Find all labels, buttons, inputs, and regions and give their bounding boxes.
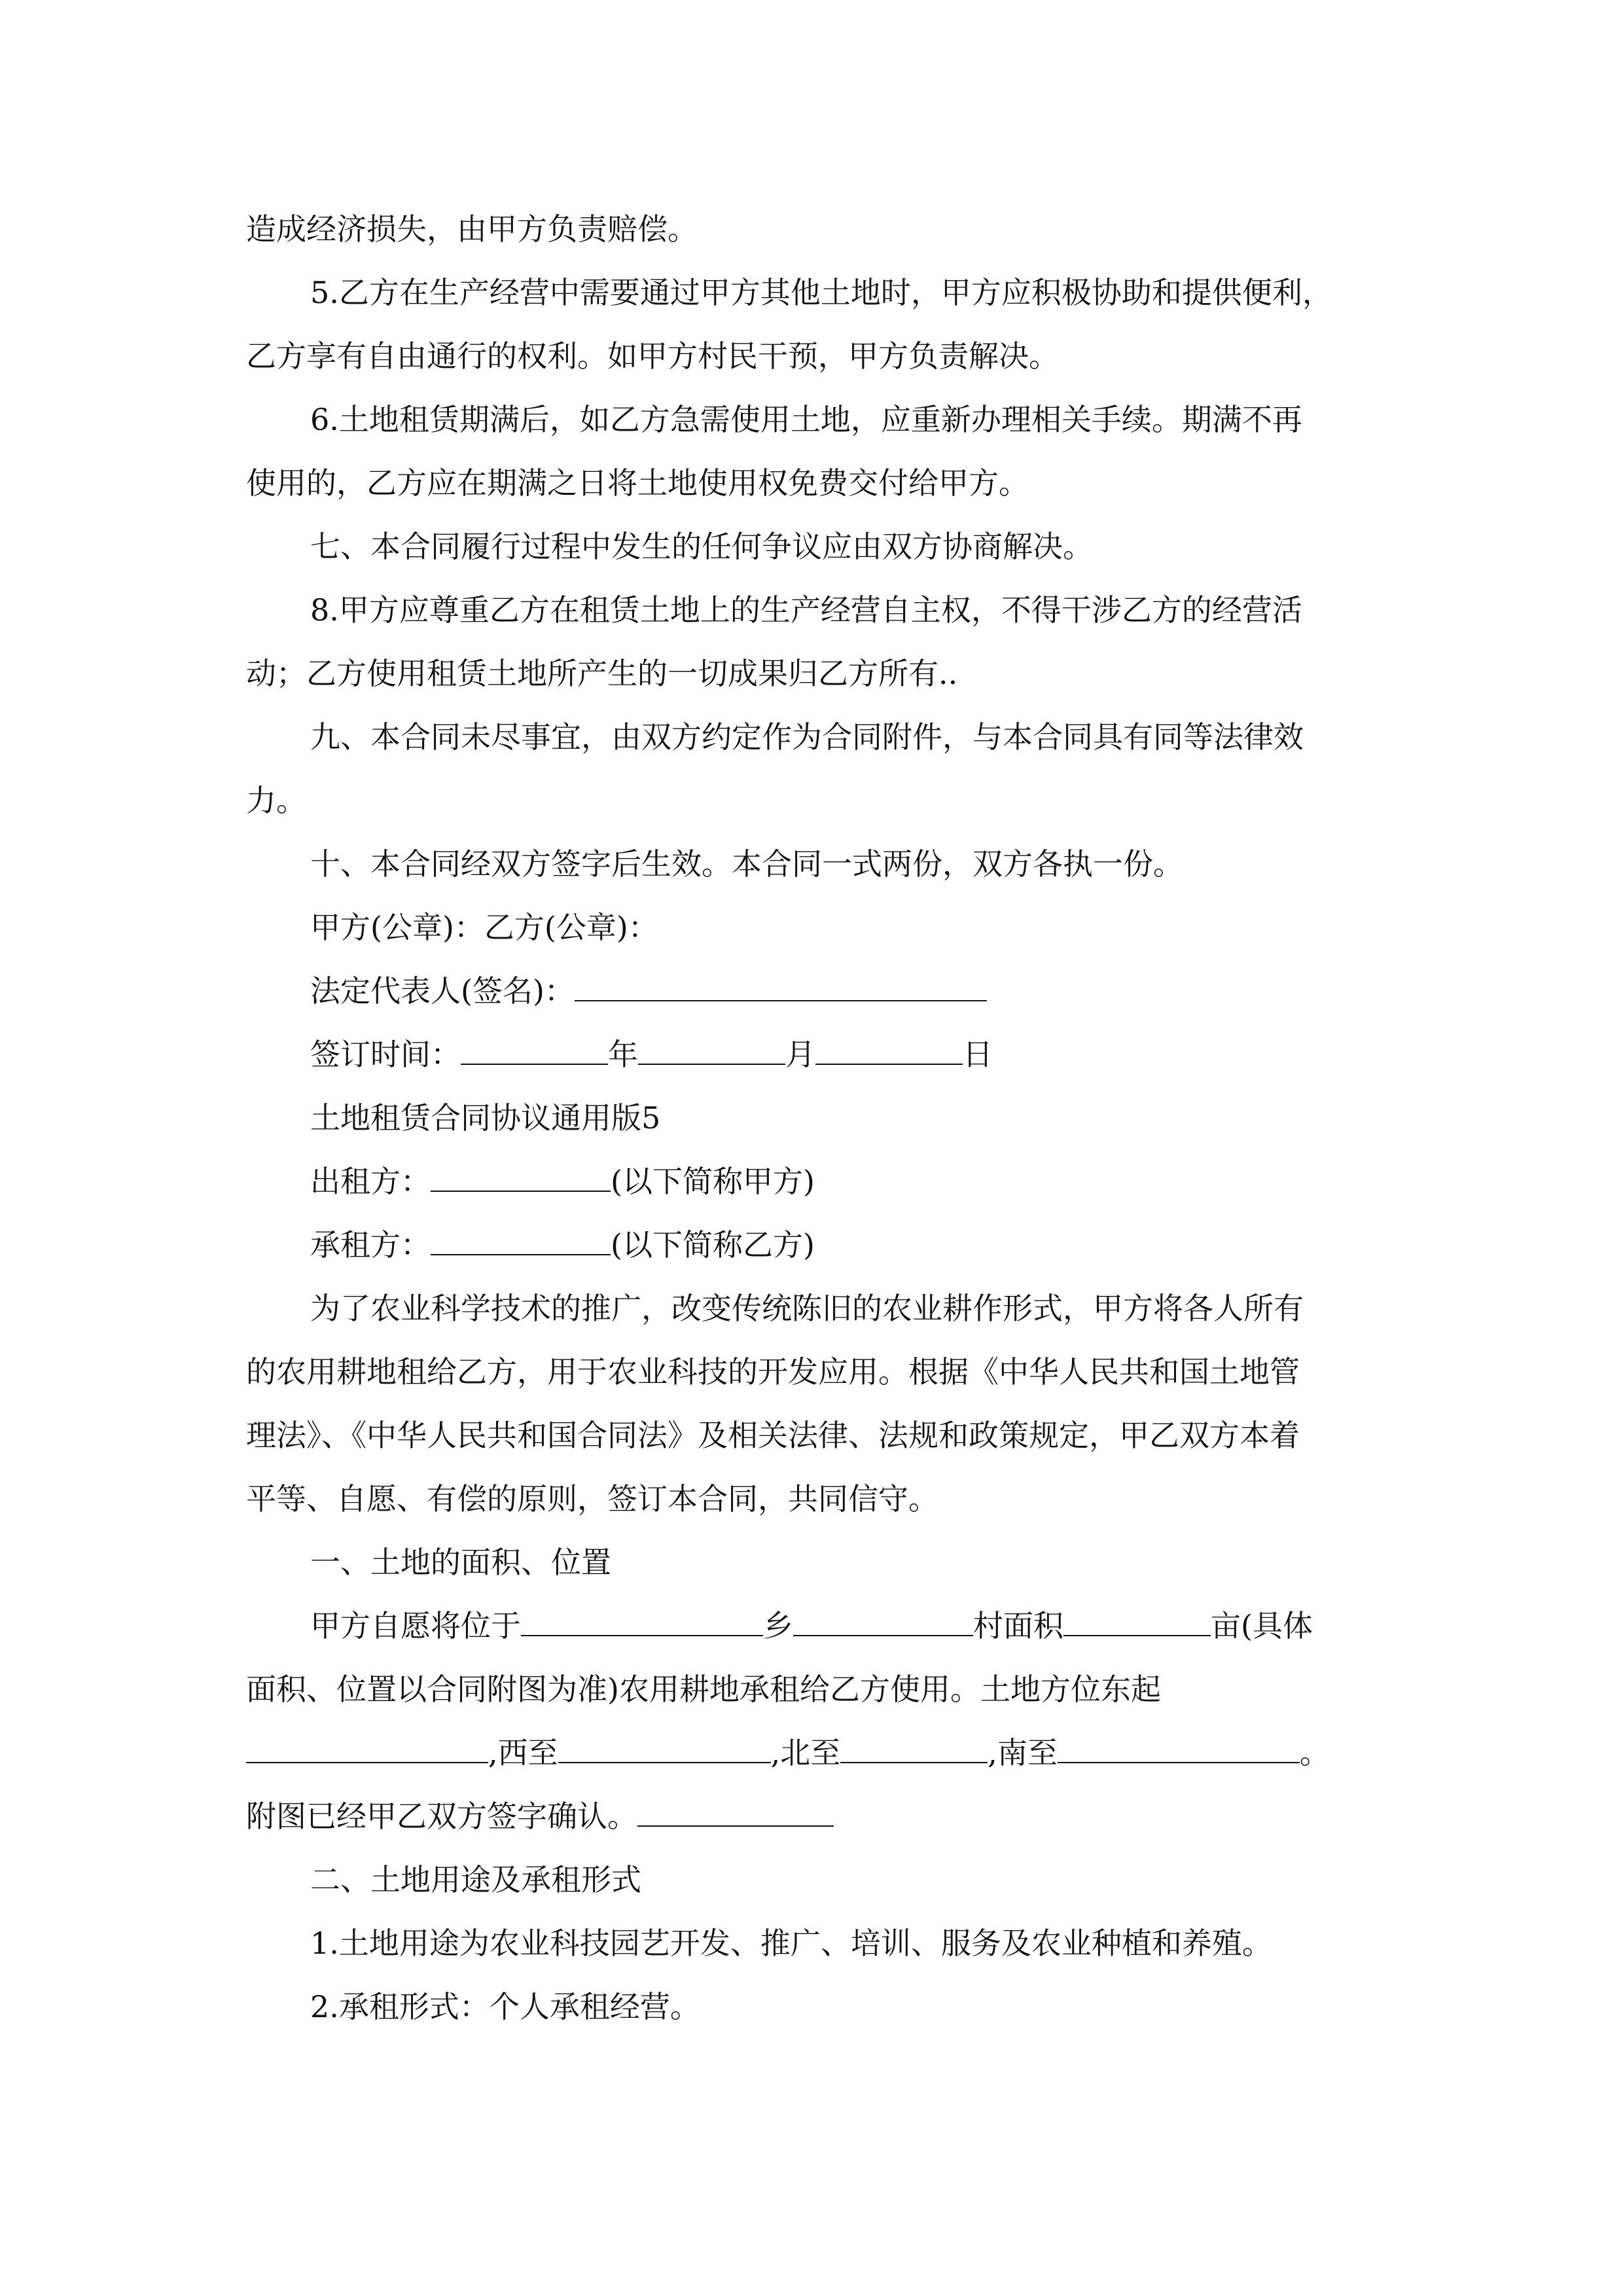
text-line [310, 273, 1385, 312]
contract-title: 土地租赁合同协议通用版5 [310, 1100, 661, 1136]
text-line: 十、本合同经双方签字后生效。本合同一式两份，双方各执一份。 [310, 846, 1183, 882]
text-line: 6.土地租赁期满后，如乙方急需使用土地，应重新办理相关手续。期满不再 [310, 402, 1302, 437]
north-label: ,北至 [770, 1735, 841, 1770]
legal-representative-label: 法定代表人(签名)： [310, 973, 575, 1009]
west-label: ,西至 [488, 1735, 558, 1770]
text-line: 为了农业科学技术的推广，改变传统陈旧的农业耕作形式，甲方将各人所有 [310, 1291, 1304, 1326]
text-line: 8.甲方应尊重乙方在租赁土地上的生产经营自主权，不得干涉乙方的经营活 [310, 592, 1302, 628]
text-line: 理法》、《中华人民共和国合同法》及相关法律、法规和政策规定，甲乙双方本着 [246, 1418, 1300, 1453]
day-label: 日 [963, 1037, 993, 1072]
month-label: 月 [785, 1037, 815, 1072]
text-line-content: 5.乙方在生产经营中需要通过甲方其他土地时，甲方应积极协助和提供便利， [310, 275, 1332, 310]
period: 。 [1299, 1735, 1330, 1770]
signature-party-line: 甲方(公章)：乙方(公章)： [310, 910, 658, 945]
text-line: 平等、自愿、有偿的原则，签订本合同，共同信守。 [246, 1481, 938, 1516]
section-heading: 一、土地的面积、位置 [310, 1545, 611, 1580]
south-label: ,南至 [988, 1735, 1058, 1770]
text-line: 2.承租形式：个人承租经营。 [310, 1989, 700, 2024]
east-blank [246, 1733, 488, 1763]
attachment-blank [637, 1797, 834, 1827]
signing-date-label: 签订时间： [310, 1037, 461, 1072]
text-line: 动；乙方使用租赁土地所产生的一切成果归乙方所有.. [246, 656, 958, 691]
year-blank [461, 1035, 608, 1065]
attachment-text: 附图已经甲乙双方签字确认。 [246, 1799, 637, 1834]
text-line: 力。 [246, 783, 306, 818]
day-blank [815, 1035, 963, 1065]
lessor-note: (以下简称甲方) [611, 1164, 815, 1199]
township-blank [521, 1606, 763, 1636]
location-label: 甲方自愿将位于 [310, 1608, 521, 1643]
lessee-line [310, 1225, 1449, 1265]
lessee-label: 承租方： [310, 1227, 431, 1263]
text-line: 造成经济损失，由甲方负责赔偿。 [246, 211, 698, 247]
location-line [310, 1606, 1449, 1645]
lessor-blank [431, 1162, 611, 1192]
lessee-note: (以下简称乙方) [611, 1227, 815, 1263]
west-blank [558, 1733, 771, 1763]
attachment-line [246, 1797, 1385, 1836]
year-label: 年 [608, 1037, 638, 1072]
text-line: 九、本合同未尽事宜，由双方约定作为合同附件，与本合同具有同等法律效 [310, 719, 1304, 755]
signing-date-line [310, 1035, 1449, 1074]
section-heading: 二、土地用途及承租形式 [310, 1862, 641, 1897]
text-line: 使用的，乙方应在期满之日将土地使用权免费交付给甲方。 [246, 465, 1029, 501]
north-blank [840, 1733, 988, 1763]
legal-representative-line [310, 971, 1449, 1011]
text-line: 面积、位置以合同附图为准)农用耕地承租给乙方使用。土地方位东起 [246, 1672, 1161, 1707]
area-unit-label: 亩(具体 [1211, 1608, 1313, 1643]
text-line: 的农用耕地租给乙方，用于农业科技的开发应用。根据《中华人民共和国土地管 [246, 1354, 1300, 1390]
lessor-label: 出租方： [310, 1164, 431, 1199]
boundary-line [246, 1733, 1385, 1772]
text-line: 乙方享有自由通行的权利。如甲方村民干预，甲方负责解决。 [246, 338, 1059, 374]
township-label: 乡 [763, 1608, 793, 1643]
text-line: 七、本合同履行过程中发生的任何争议应由双方协商解决。 [310, 529, 1093, 564]
lessee-blank [431, 1225, 611, 1255]
text-line: 1.土地用途为农业科技园艺开发、推广、培训、服务及农业种植和养殖。 [310, 1926, 1272, 1961]
area-blank [1063, 1606, 1211, 1636]
village-blank [793, 1606, 973, 1636]
village-area-label: 村面积 [973, 1608, 1063, 1643]
signature-blank [575, 971, 987, 1001]
south-blank [1058, 1733, 1300, 1763]
month-blank [638, 1035, 785, 1065]
lessor-line [310, 1162, 1449, 1201]
